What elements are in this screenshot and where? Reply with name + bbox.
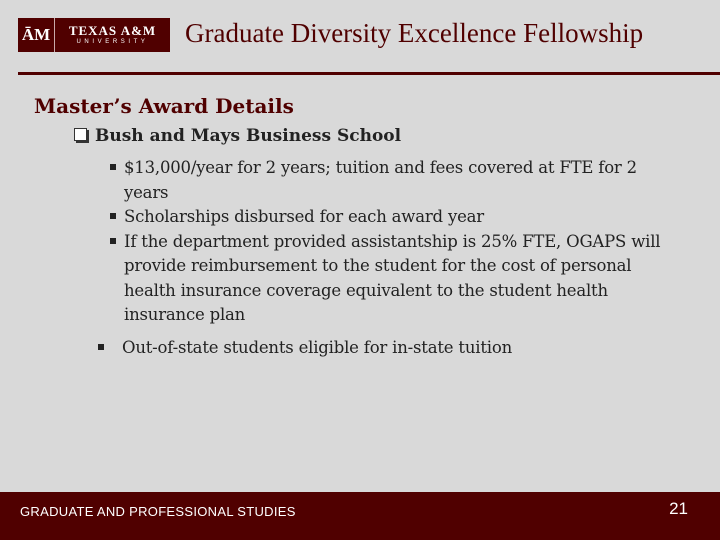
page-number: 21 (669, 499, 688, 518)
checkbox-bullet-icon (74, 128, 87, 141)
logo-wordmark (55, 24, 170, 46)
list-item (110, 156, 680, 205)
bullet-text: Out-of-state students eligible for in-state tuition (122, 338, 513, 357)
square-bullet-icon (98, 344, 104, 350)
square-bullet-icon (110, 238, 116, 244)
bullet-text: $13,000/year for 2 years; tuition and fees covered at FTE for 2 years (124, 158, 637, 202)
school-item (74, 126, 401, 146)
tamu-logo (18, 18, 170, 52)
section-heading: Master’s Award Details (34, 94, 294, 118)
bullet-text: Scholarships disbursed for each award year (124, 207, 484, 226)
logo-subtitle: UNIVERSITY (76, 39, 149, 45)
square-bullet-icon (110, 164, 116, 170)
list-item (110, 230, 680, 328)
school-label: Bush and Mays Business School (95, 126, 402, 146)
list-item (98, 338, 512, 357)
slide-title: Graduate Diversity Excellence Fellowship (185, 18, 644, 48)
square-bullet-icon (110, 213, 116, 219)
logo-name: TEXAS A&M (68, 23, 157, 38)
footer-label: GRADUATE AND PROFESSIONAL STUDIES (20, 504, 296, 519)
footer-bar (0, 492, 720, 540)
atm-mark-icon: ĀM (18, 18, 55, 52)
title-divider (18, 72, 720, 75)
award-bullet-list (110, 156, 680, 328)
bullet-text: If the department provided assistantship is 25% FTE, OGAPS will provide reimbursement to the student for the cost of personal health insurance coverage equivalent to the student health insurance plan (124, 231, 661, 324)
list-item (110, 205, 680, 230)
